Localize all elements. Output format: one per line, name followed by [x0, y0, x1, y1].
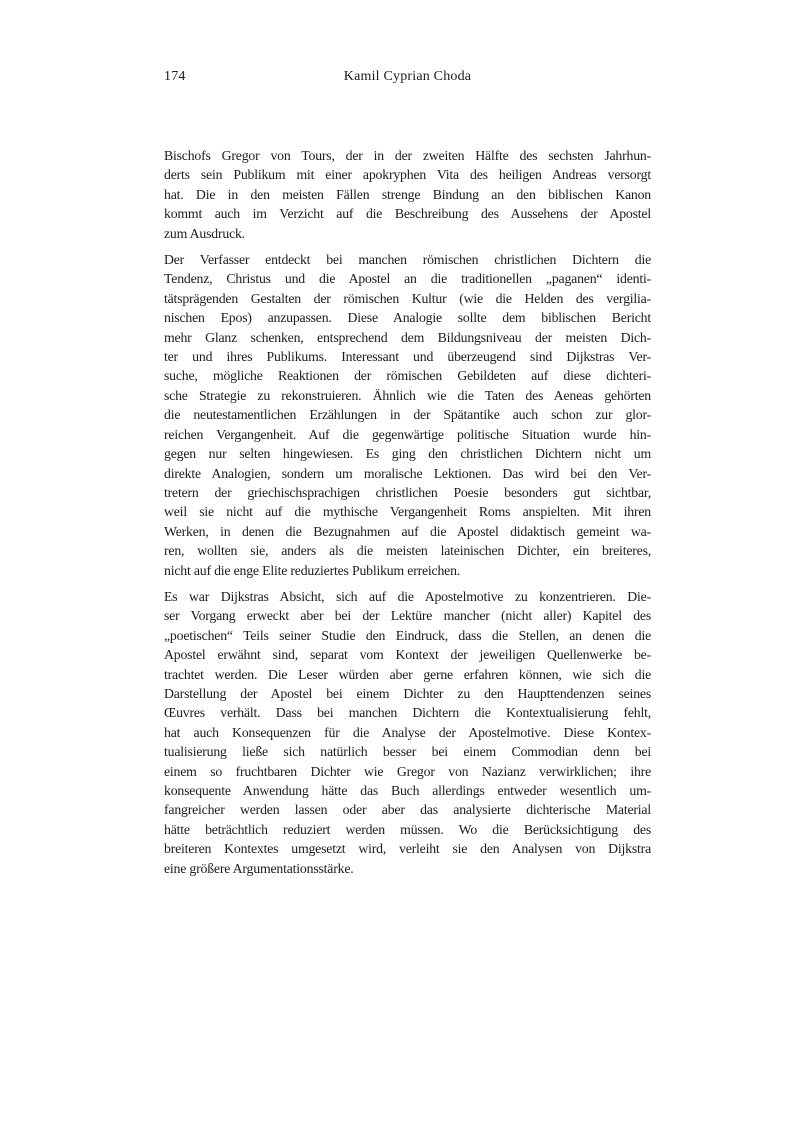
text-line: tualisierung ließe sich natürlich besser bei einem Commodian denn bei [164, 744, 651, 760]
text-line: ter und ihres Publikums. Interessant und überzeugend sind Dijkstras Ver- [164, 349, 651, 365]
text-line: tretern der griechischsprachigen christlichen Poesie besonders gut sichtbar, [164, 484, 651, 500]
text-line: konsequente Anwendung hätte das Buch allerdings entweder wesentlich um- [164, 783, 651, 798]
text-line: die neutestamentlichen Erzählungen in der Spätantike auch schon zur glor- [164, 407, 651, 423]
text-line: gegen nur selten hingewiesen. Es ging den christlichen Dichtern nicht um [164, 446, 651, 462]
text-line: eine größere Argumentationsstärke. [164, 860, 354, 876]
paragraph [164, 250, 651, 580]
running-header-author: Kamil Cyprian Choda [343, 69, 472, 84]
text-line: mehr Glanz schenken, entsprechend dem Bildungsniveau der meisten Dich- [164, 329, 651, 345]
text-line: nicht auf die enge Elite reduziertes Publikum erreichen. [164, 562, 461, 578]
text-line: direkte Analogien, sondern um moralische Lektionen. Das wird bei den Ver- [164, 465, 651, 481]
text-line: Werken, in denen die Bezugnahmen auf die Apostel didaktisch gemeint wa- [164, 523, 651, 539]
text-line: Darstellung der Apostel bei einem Dichter zu den Haupttendenzen seines [164, 685, 651, 701]
text-line: reichen Vergangenheit. Auf die gegenwärtige politische Situation wurde hin- [164, 426, 651, 442]
text-line: ren, wollten sie, anders als die meisten lateinischen Dichter, ein breiteres, [164, 543, 651, 559]
text-line: ser Vorgang erweckt aber bei der Lektüre mancher (nicht aller) Kapitel des [164, 608, 651, 624]
text-line: Apostel erwähnt sind, separat vom Kontext der jeweiligen Quellenwerke be- [164, 647, 651, 663]
text-line: hat auch Konsequenzen für die Analyse der Apostelmotive. Diese Kontex- [164, 724, 651, 740]
text-line: „poetischen“ Teils seiner Studie den Eindruck, dass die Stellen, an denen die [164, 627, 651, 643]
text-line: sche Strategie zu rekonstruieren. Ähnlich wie die Taten des Aeneas gehörten [164, 387, 651, 403]
text-line: derts sein Publikum mit einer apokryphen Vita des heiligen Andreas versorgt [164, 167, 651, 183]
text-line: tätsprägenden Gestalten der römischen Kultur (wie die Helden des vergilia- [164, 290, 651, 306]
text-line: nischen Epos) anzupassen. Diese Analogie sollte dem biblischen Bericht [164, 310, 651, 326]
body-text [164, 146, 651, 885]
text-line: weil sie nicht auf die mythische Vergangenheit Roms anspielten. Mit ihren [164, 504, 651, 520]
text-line: Tendenz, Christus und die Apostel an die traditionellen „paganen“ identi- [164, 271, 651, 287]
paragraph [164, 587, 651, 878]
text-line: breiteren Kontextes umgesetzt wird, verleiht sie den Analysen von Dijkstra [164, 841, 651, 857]
text-line: zum Ausdruck. [164, 225, 245, 241]
text-line: Der Verfasser entdeckt bei manchen römischen christlichen Dichtern die [164, 252, 651, 268]
text-line: trachtet werden. Die Leser würden aber gerne erfahren können, wie sich die [164, 666, 651, 682]
text-line: kommt auch im Verzicht auf die Beschreibung des Aussehens der Apostel [164, 206, 651, 222]
text-line: Bischofs Gregor von Tours, der in der zweiten Hälfte des sechsten Jahrhun- [164, 148, 651, 163]
paragraph [164, 146, 651, 243]
text-line: hat. Die in den meisten Fällen strenge Bindung an den biblischen Kanon [164, 186, 651, 202]
running-header [164, 69, 651, 89]
text-line: hätte beträchtlich reduziert werden müssen. Wo die Berücksichtigung des [164, 821, 651, 837]
text-line: Œuvres verhält. Dass bei manchen Dichtern die Kontextualisierung fehlt, [164, 705, 651, 721]
text-line: Es war Dijkstras Absicht, sich auf die Apostelmotive zu konzentrieren. Die- [164, 588, 651, 604]
text-line: fangreicher werden lassen oder aber das analysierte dichterische Material [164, 802, 651, 818]
text-line: einem so fruchtbaren Dichter wie Gregor von Nazianz verwirklichen; ihre [164, 763, 651, 779]
page-number: 174 [164, 69, 186, 84]
text-line: suche, mögliche Reaktionen der römischen Gebildeten auf diese dichteri- [164, 368, 651, 384]
